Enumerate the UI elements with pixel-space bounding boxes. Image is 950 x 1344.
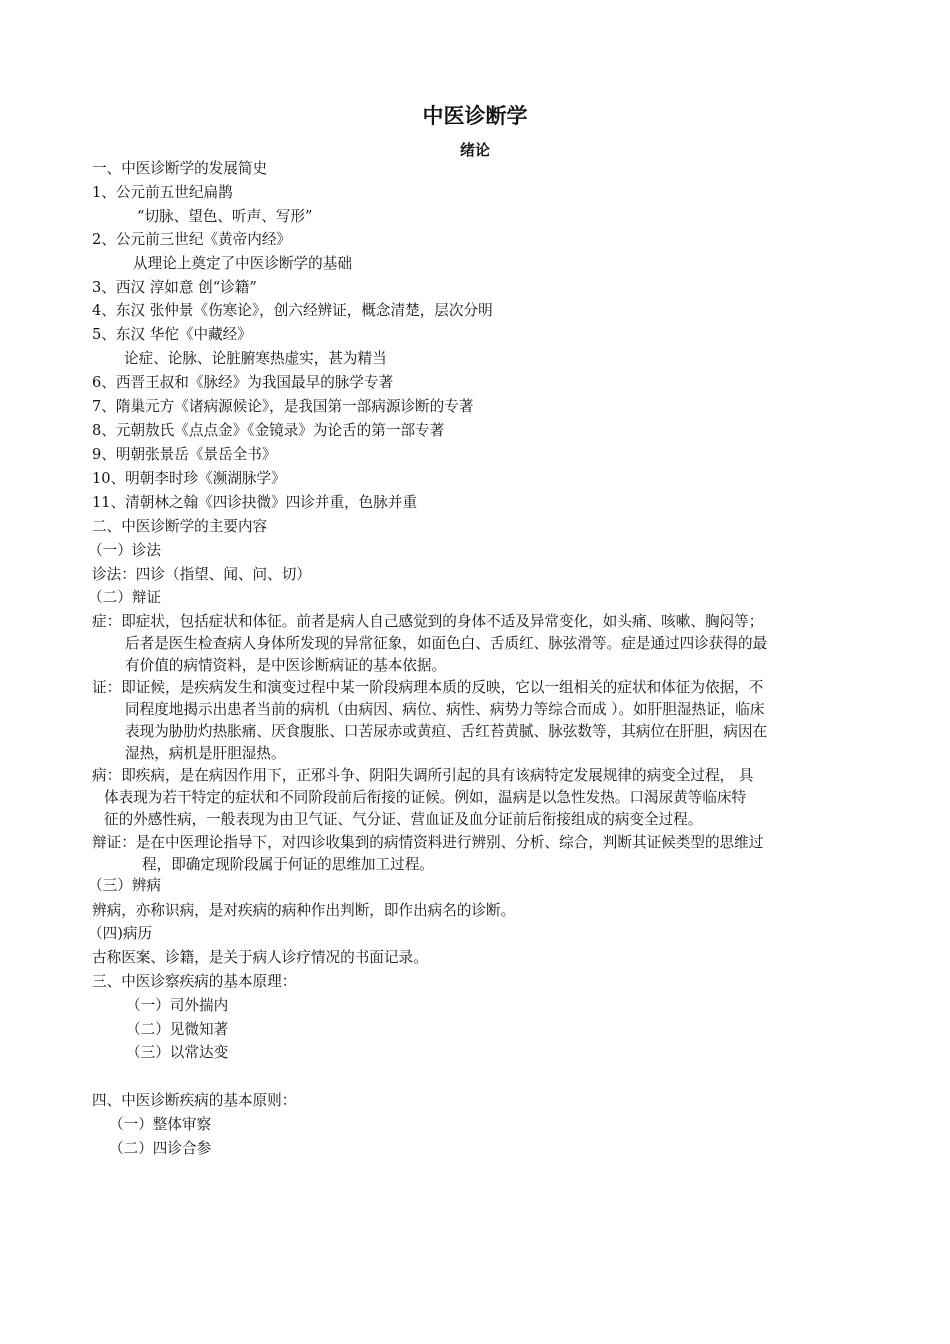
- definition-syndrome: [92, 677, 862, 765]
- history-item-8: 8、元朝敖氏《点点金》《金镜录》为论舌的第一部专著: [92, 422, 445, 439]
- disease-identification-text: 辨病，亦称识病，是对疾病的病种作出判断，即作出病名的诊断。: [92, 902, 516, 919]
- diagnostic-methods-text: 诊法：四诊（指望、闻、问、切）: [92, 566, 311, 583]
- definition-symptom: [92, 611, 862, 677]
- history-item-7: 7、隋巢元方《诸病源候论》，是我国第一部病源诊断的专著: [92, 398, 474, 415]
- history-item-6: 6、西晋王叔和《脉经》为我国最早的脉学专著: [92, 374, 394, 391]
- heading-main-content: 二、中医诊断学的主要内容: [92, 518, 268, 535]
- history-item-1: 1、公元前五世纪扁鹊: [92, 184, 233, 201]
- history-item-2-detail: 从理论上奠定了中医诊断学的基础: [133, 255, 352, 272]
- principle-item-3: （三）以常达变: [126, 1044, 229, 1061]
- history-item-1-detail: “切脉、望色、听声、写形”: [137, 208, 313, 225]
- rule-item-1: （一）整体审察: [109, 1116, 212, 1133]
- heading-basic-rules: 四、中医诊断疾病的基本原则：: [92, 1092, 297, 1109]
- definition-continuation: 同程度地揭示出患者当前的病机（由病因、病位、病性、病势力等综合而成 ）。如肝胆湿热证，临床: [125, 701, 765, 718]
- definition-continuation: 有价值的病情资料，是中医诊断病证的基本依据。: [125, 657, 447, 674]
- history-item-5-detail: 论症、论脉、论脏腑寒热虚实，甚为精当: [124, 350, 387, 367]
- definition-continuation: 体表现为若干特定的症状和不同阶段前后衔接的证候。例如，温病是以急性发热。口渴尿黄等临床特: [104, 789, 747, 806]
- heading-history: 一、中医诊断学的发展简史: [92, 160, 268, 177]
- definition-first-line: 辩证：是在中医理论指导下，对四诊收集到的病情资料进行辨别、分析、综合，判断其证候类型的思维过: [92, 834, 764, 851]
- definition-first-line: 病：即疾病，是在病因作用下，正邪斗争、阴阳失调所引起的具有该病特定发展规律的病变全过程， 具: [92, 767, 754, 784]
- subheading-syndrome-differentiation: （二）辩证: [88, 589, 161, 606]
- definition-continuation: 后者是医生检查病人身体所发现的异常征象，如面色白、舌质红、脉弦滑等。症是通过四诊获得的最: [125, 635, 768, 652]
- heading-basic-principles: 三、中医诊察疾病的基本原理：: [92, 973, 297, 990]
- definition-disease: [92, 765, 862, 831]
- medical-record-text: 古称医案、诊籍，是关于病人诊疗情况的书面记录。: [92, 949, 428, 966]
- definition-continuation: 程，即确定现阶段属于何证的思维加工过程。: [142, 856, 434, 873]
- history-item-10: 10、明朝李时珍《濒湖脉学》: [92, 470, 286, 487]
- subheading-disease-identification: （三）辨病: [88, 877, 161, 894]
- history-item-9: 9、明朝张景岳《景岳全书》: [92, 446, 277, 463]
- definition-first-line: 证：即证候，是疾病发生和演变过程中某一阶段病理本质的反映，它以一组相关的症状和体征为依据，不: [92, 679, 764, 696]
- document-title: 中医诊断学: [422, 104, 528, 128]
- rule-item-2: （二）四诊合参: [109, 1140, 212, 1157]
- principle-item-1: （一）司外揣内: [126, 997, 229, 1014]
- definition-differentiation: [92, 832, 862, 876]
- subheading-medical-record: （四)病历: [88, 925, 153, 942]
- section-subtitle: 绪论: [459, 141, 490, 159]
- definition-continuation: 湿热，病机是肝胆湿热。: [125, 745, 286, 762]
- history-item-11: 11、清朝林之翰《四诊抉微》四诊并重，色脉并重: [92, 494, 418, 511]
- principle-item-2: （二）见微知著: [126, 1021, 229, 1038]
- definition-continuation: 征的外感性病，一般表现为由卫气证、气分证、营血证及血分证前后衔接组成的病变全过程。: [104, 811, 703, 828]
- history-item-3: 3、西汉 淳如意 创“诊籍”: [92, 279, 257, 296]
- definition-first-line: 症：即症状，包括症状和体征。前者是病人自己感觉到的身体不适及异常变化，如头痛、咳嗽、胸闷等；: [92, 613, 764, 630]
- history-item-2: 2、公元前三世纪《黄帝内经》: [92, 231, 292, 248]
- definition-continuation: 表现为胁肋灼热胀痛、厌食腹胀、口苦尿赤或黄疸、舌红苔黄腻、脉弦数等，其病位在肝胆，病因在: [125, 723, 768, 740]
- history-item-4: 4、东汉 张仲景《伤寒论》，创六经辨证，概念清楚，层次分明: [92, 302, 493, 319]
- history-item-5: 5、东汉 华佗《中藏经》: [92, 326, 252, 343]
- subheading-diagnostic-methods: （一）诊法: [88, 542, 161, 559]
